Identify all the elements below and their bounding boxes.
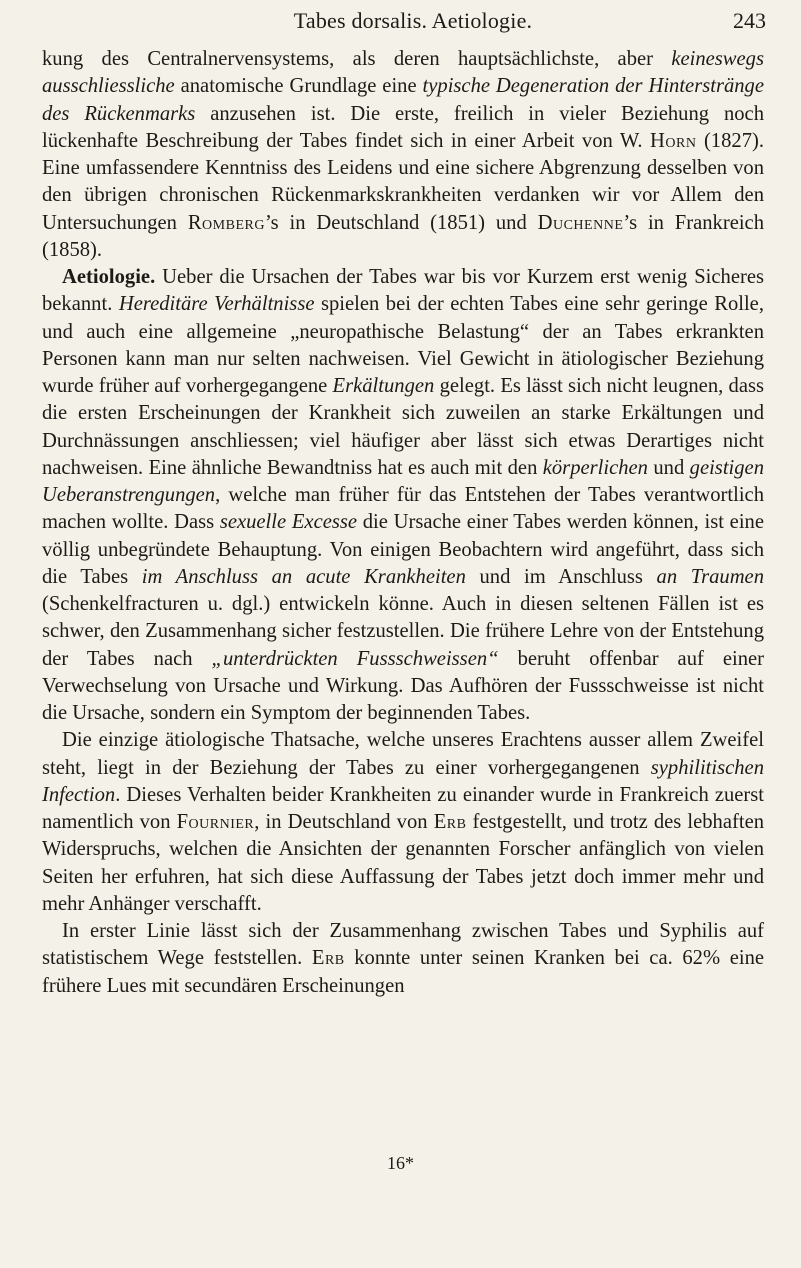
section-label: Aetiologie.: [62, 266, 156, 288]
author-name: Erb: [433, 811, 467, 833]
italic-run: sexuelle Excesse: [219, 511, 358, 534]
text-run: ’s in Frankreich (1858).: [42, 211, 764, 261]
text-run: kung des Centralnervensystems, als deren hauptsächlichste, aber: [42, 48, 672, 70]
paragraph-statistics: [42, 918, 764, 1000]
author-name: Horn: [650, 129, 697, 152]
italic-run: typische Degeneration der Hinterstränge des Rückenmarks: [42, 75, 764, 125]
author-name: Romberg: [187, 211, 265, 234]
italic-run: körperlichen: [542, 456, 648, 479]
body-text: [42, 46, 764, 1000]
paragraph-intro-history: [42, 46, 764, 264]
running-title: Tabes dorsalis. Aetiologie.: [293, 8, 533, 33]
italic-run: „unterdrückten Fussschweissen“: [211, 647, 499, 670]
text-run: , welche man früher für das Entstehen der Tabes verantwortlich machen wollte. Dass: [42, 484, 764, 534]
text-run: anzusehen ist. Die erste, freilich in vieler Beziehung noch lückenhafte Beschreibung der Tabes findet sich in einer Arbeit von W.: [42, 102, 764, 152]
page-number: 243: [733, 8, 766, 33]
text-run: (1827). Eine umfassendere Kenntniss des Leidens und eine sichere Abgrenzung desselben von den übrigen chronischen Rückenmarkskrankheiten verdanken wir vor Allem den Untersuchungen: [42, 129, 764, 234]
text-run: festgestellt, und trotz des lebhaften Widerspruchs, welchen die Ansichten der genannten Forscher anfänglich von vielen Seiten her erfuhren, hat sich diese Auffassung der Tabes jetzt doch immer mehr und mehr Anhänger verschafft.: [42, 811, 765, 915]
text-run: Die einzige ätiologische Thatsache, welche unseres Erachtens ausser allem Zweifel steht, liegt in der Beziehung der Tabes zu einer vorhergegangenen: [42, 729, 764, 779]
text-run: und im Anschluss: [465, 565, 657, 588]
author-name: Erb: [311, 947, 345, 970]
text-run: und: [647, 456, 690, 479]
italic-run: im Anschluss an acute Krankheiten: [141, 565, 466, 588]
text-run: beruht offenbar auf einer Verwechselung von Ursache und Wirkung. Das Aufhören der Fussschweisse ist nicht die Ursache, sondern ein Symptom der beginnenden Tabes.: [42, 647, 764, 724]
paragraph-aetiologie: [42, 264, 764, 727]
author-name: Duchenne: [537, 211, 624, 234]
text-run: ’s in Deutschland (1851) und: [264, 211, 538, 234]
signature-mark: 16*: [387, 1153, 414, 1173]
text-run: (Schenkelfracturen u. dgl.) entwickeln könne. Auch in diesen seltenen Fällen ist es schwer, den Zusammenhang sicher festzustellen. Die frühere Lehre von der Entstehung der Tabes nach: [42, 593, 764, 670]
text-run: spielen bei der echten Tabes eine sehr geringe Rolle, und auch eine allgemeine „neuropathische Belastung“ der an Tabes erkrankten Personen kann man nur selten nachweisen. Viel Gewicht in ätiologischer Beziehung wurde früher auf vorhergegangene: [42, 293, 764, 397]
italic-run: syphilitischen Infection: [42, 756, 764, 806]
paragraph-syphilis-relation: [42, 727, 764, 918]
italic-run: an Traumen: [656, 565, 764, 588]
text-run: gelegt. Es lässt sich nicht leugnen, dass die ersten Erscheinungen der Krankheit sich zuweilen an starke Erkältungen und Durchnässungen anschliessen; viel häufiger aber lässt sich etwas Derartiges nicht nachweisen. Eine ähnliche Bewandtniss hat es auch mit den: [42, 375, 764, 479]
author-name: Fournier: [176, 811, 255, 833]
text-run: konnte unter seinen Kranken bei ca. 62% eine frühere Lues mit secundären Erscheinungen: [42, 947, 765, 997]
text-run: Ueber die Ursachen der Tabes war bis vor Kurzem erst wenig Sicheres bekannt.: [42, 266, 764, 316]
italic-run: keineswegs ausschliessliche: [42, 48, 764, 98]
running-head: [60, 8, 766, 44]
italic-run: Erkältungen: [332, 375, 435, 397]
text-run: , in Deutschland von: [254, 811, 434, 833]
italic-run: geistigen Ueberanstrengungen: [42, 456, 764, 506]
italic-run: Hereditäre Verhältnisse: [118, 293, 315, 316]
text-run: . Dieses Verhalten beider Krankheiten zu einander wurde in Frankreich zuerst namentlich von: [42, 783, 764, 833]
text-run: In erster Linie lässt sich der Zusammenhang zwischen Tabes und Syphilis auf statistischem Wege feststellen.: [42, 920, 764, 970]
text-run: anatomische Grundlage eine: [174, 75, 423, 98]
text-run: die Ursache einer Tabes werden können, ist eine völlig unbegründete Behauptung. Von einigen Beobachtern wird angeführt, dass sich die Tabes: [42, 511, 764, 588]
